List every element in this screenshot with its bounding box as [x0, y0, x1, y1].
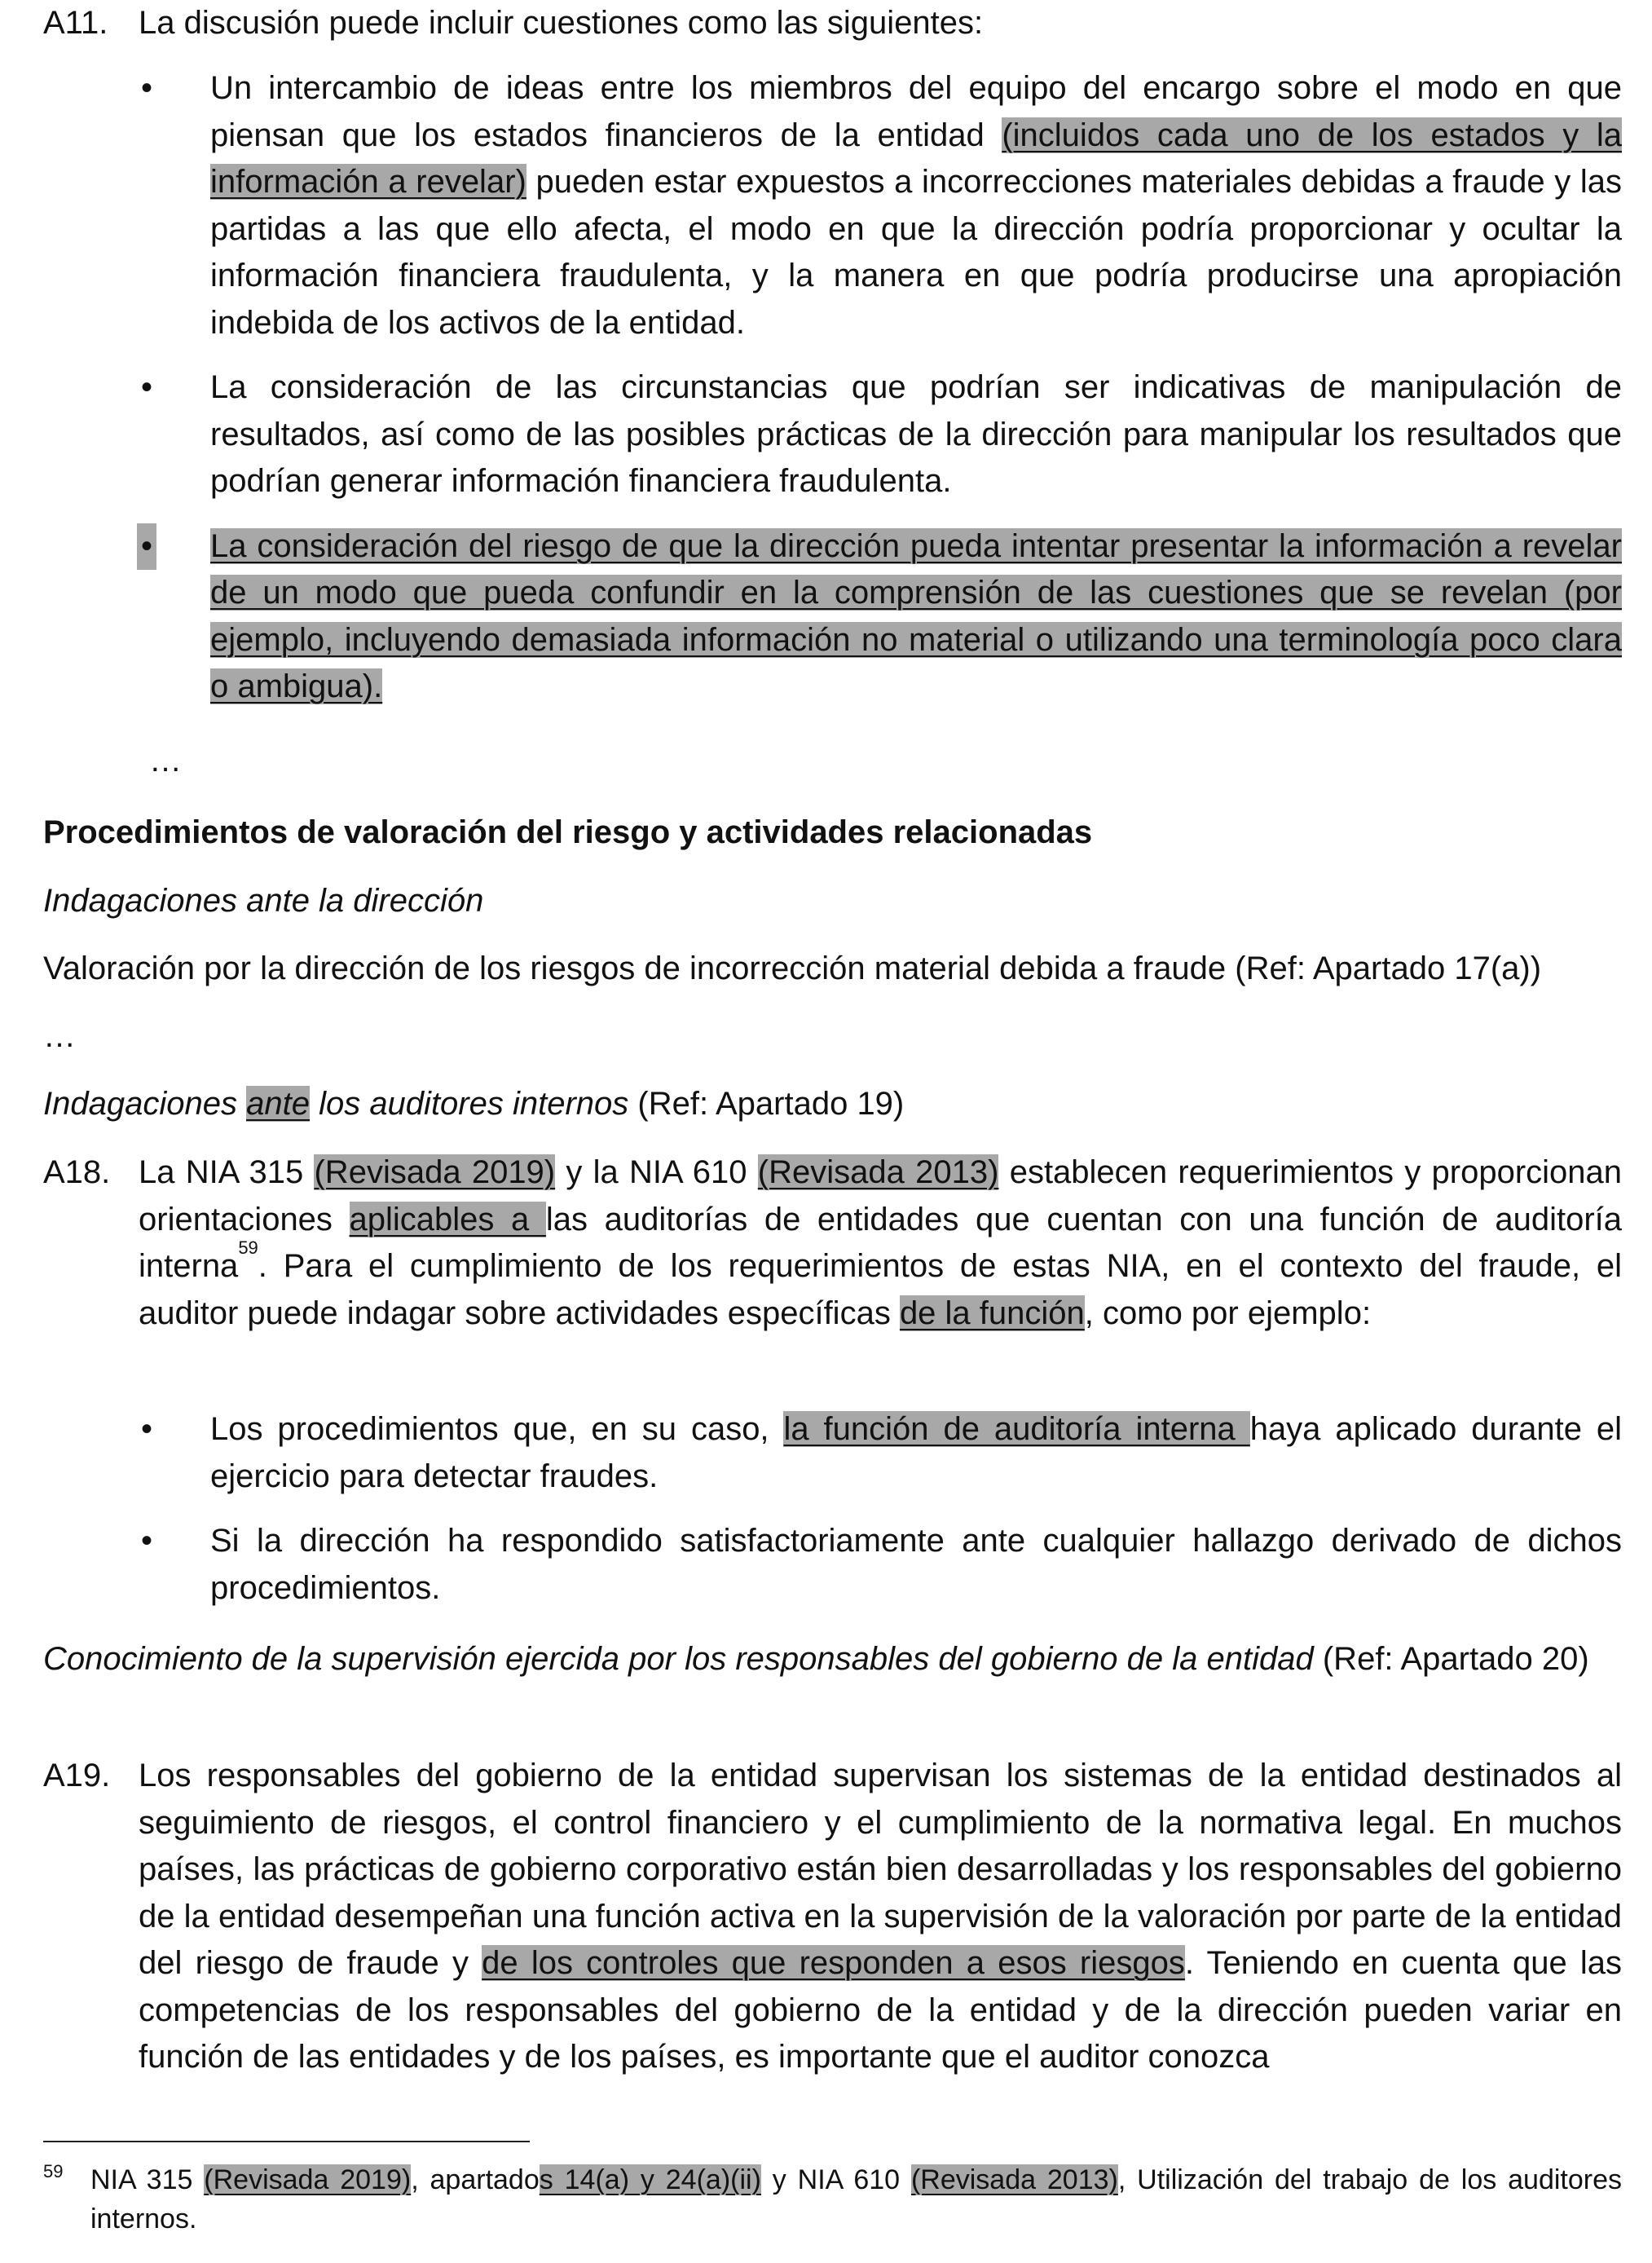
paragraph-a19-body: Los responsables del gobierno de la entidad supervisan los sistemas de la entidad destinados al seguimiento de riesgos, el control financiero y el cumplimiento de la normativa legal. En muchos países, las prácticas de gobierno corporativo están bien desarrolladas y los responsables del gobierno de la entidad desempeñan una función activa en la supervisión de la valoración por parte de la entidad del riesgo de fraude y de los controles que responden a esos riesgos. Teniendo en cuenta que las competencias de los responsables del gobierno de la entidad y de la dirección pueden variar en función de las entidades y de los países, es importante que el auditor conozca [139, 1758, 1623, 2075]
a11-bullet-list [140, 65, 1622, 711]
highlighted-text: (Revisada 2019) [314, 1154, 556, 1190]
highlighted-text: (incluidos cada uno de los estados y la información a revelar) [210, 117, 1622, 200]
paragraph-number: A19. [43, 1758, 111, 1793]
highlighted-text: la función de auditoría interna [783, 1411, 1250, 1447]
highlighted-text: (Revisada 2019) [204, 2164, 412, 2195]
list-item: • Un intercambio de ideas entre los miembros del equipo del encargo sobre el modo en que piensan que los estados financieros de la entidad (incluidos cada uno de los estados y la información a revelar) pueden estar expuestos a incorrecciones materiales debidas a fraude y las partidas a las que ello afecta, el modo en que la dirección podría proporcionar y ocultar la información financiera fraudulenta, y la manera en que podría producirse una apropiación indebida de los activos de la entidad. [210, 65, 1622, 346]
highlighted-text: aplicables a [349, 1201, 546, 1237]
highlighted-text: ante [246, 1086, 310, 1122]
highlighted-text: de la función [899, 1295, 1085, 1331]
ellipsis: … [43, 1018, 77, 1054]
bullet-icon: • [140, 1523, 152, 1559]
subheading-indagaciones-direccion: Indagaciones ante la dirección [43, 883, 484, 919]
subheading-auditores-internos: Indagaciones ante los auditores internos (Ref: Apartado 19) [43, 1086, 905, 1122]
highlighted-text: La consideración del riesgo de que la dirección pueda intentar presentar la información a revelar de un modo que pueda confundir en la comprensión de las cuestiones que se revelan (por ejemplo, incluyendo demasiada información no material o utilizando una terminología poco clara o ambigua). [210, 527, 1622, 704]
section-heading: Procedimientos de valoración del riesgo y actividades relacionadas [43, 814, 1093, 850]
subheading-supervision: Conocimiento de la supervisión ejercida por los responsables del gobierno de la entidad (Ref: Apartado 20) [43, 1641, 1589, 1677]
footnote-text: NIA 315 (Revisada 2019), apartados 14(a) y 24(a)(ii) y NIA 610 (Revisada 2013), Utilización del trabajo de los auditores internos. [90, 2164, 1622, 2234]
paragraph-a19 [43, 1753, 1622, 2081]
footnote-divider [43, 2141, 530, 2142]
paragraph-a18 [43, 1149, 1622, 1337]
a18-bullet-list [140, 1406, 1622, 1612]
paragraph-a11-intro: La discusión puede incluir cuestiones como las siguientes: [139, 5, 984, 41]
bullet-icon: • [140, 70, 152, 106]
paragraph-a11 [43, 0, 1622, 47]
footnote [43, 2160, 1622, 2239]
highlighted-text: de los controles que responden a esos riesgos [482, 1945, 1185, 1981]
ellipsis: … [149, 743, 183, 779]
highlighted-text: s 14(a) y 24(a)(ii) [539, 2164, 761, 2195]
paragraph-number: A11. [43, 5, 108, 41]
footnote-number: 59 [43, 2161, 64, 2181]
list-item [140, 523, 1622, 711]
bullet-icon: • [137, 523, 156, 571]
highlighted-text: (Revisada 2013) [910, 2164, 1118, 2195]
list-item: • Los procedimientos que, en su caso, la función de auditoría interna haya aplicado durante el ejercicio para detectar fraudes. [210, 1406, 1622, 1500]
list-item: • Si la dirección ha respondido satisfactoriamente ante cualquier hallazgo derivado de dichos procedimientos. [210, 1518, 1622, 1612]
bullet-icon: • [140, 369, 152, 405]
bullet-icon: • [140, 1411, 152, 1447]
list-item: • La consideración de las circunstancias que podrían ser indicativas de manipulación de resultados, así como de las posibles prácticas de la dirección para manipular los resultados que podrían generar información financiera fraudulenta. [210, 364, 1622, 505]
paragraph-number: A18. [43, 1154, 111, 1190]
paragraph-a18-body: La NIA 315 (Revisada 2019) y la NIA 610 (Revisada 2013) establecen requerimientos y proporcionan orientaciones aplicables a las auditorías de entidades que cuentan con una función de auditoría interna$^{59}$. Para el cumplimiento de los requerimientos de estas NIA, en el contexto del fraude, el auditor puede indagar sobre actividades específicas de la función, como por ejemplo: [139, 1154, 1623, 1331]
highlighted-text: (Revisada 2013) [757, 1154, 999, 1190]
subsection-line: Valoración por la dirección de los riesgos de incorrección material debida a fraude (Ref: Apartado 17(a)) [43, 951, 1542, 986]
footnote-reference[interactable]: 59 [238, 1237, 258, 1258]
